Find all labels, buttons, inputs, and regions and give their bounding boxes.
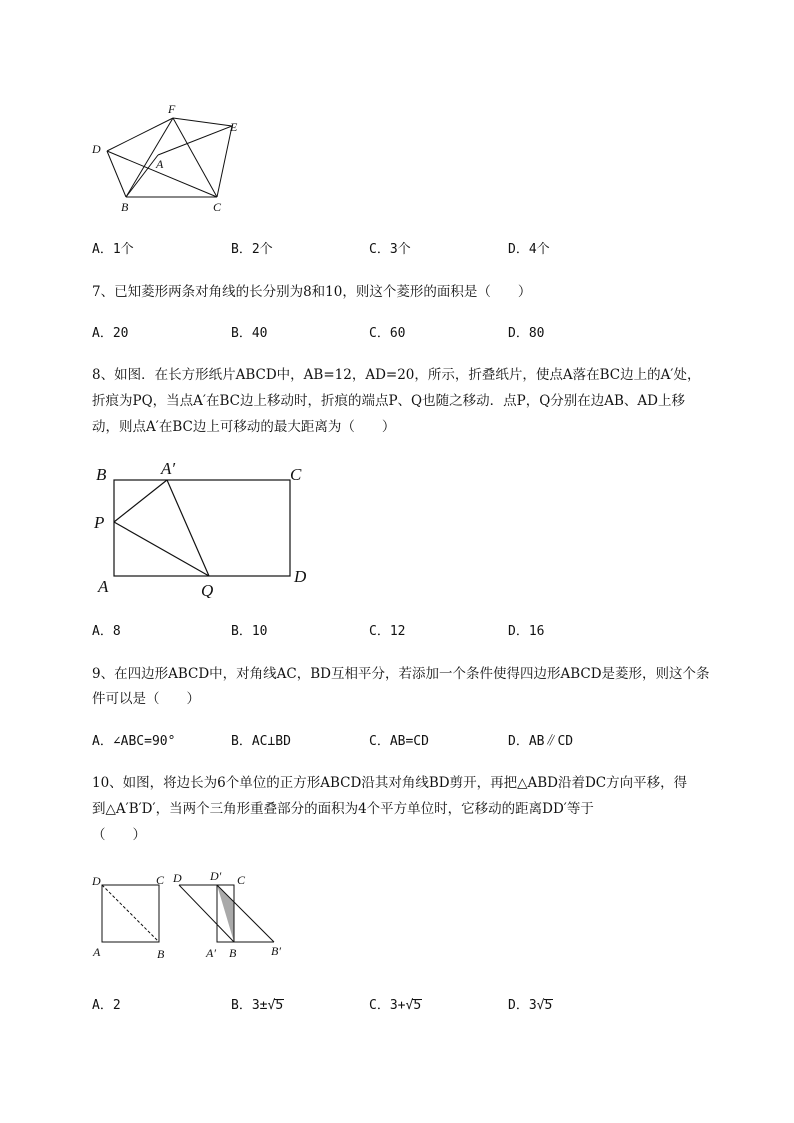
q8-option-c: C．12 — [369, 624, 406, 639]
q10-label-b-prime: B′ — [271, 944, 281, 958]
q8-line-a1q — [167, 480, 209, 576]
q10-option-d-text: D．3 — [508, 998, 537, 1013]
sqrt-symbol: √ 5 — [405, 998, 422, 1013]
q10-option-d — [508, 998, 552, 1014]
q6-figure — [86, 98, 256, 220]
q8-option-d: D．16 — [508, 624, 545, 639]
q6-option-a: A．1个 — [92, 242, 134, 257]
fig6-line-ce — [217, 126, 232, 197]
fig6-label-d: D — [92, 142, 101, 156]
q8-line-1: 8、如图．在长方形纸片ABCD中，AB=12，AD=20，所示，折叠纸片，使点A落在BC边上的A′处， — [92, 367, 701, 383]
q10-option-c — [369, 998, 421, 1014]
q8-rect-outline — [114, 480, 290, 576]
fig6-label-e: E — [230, 120, 238, 134]
fig6-line-fe — [173, 118, 232, 126]
q10-option-a-text: A．2 — [92, 998, 121, 1013]
q8-label-a: A — [98, 577, 109, 596]
q8-line-2: 折痕为PQ，当点A′在BC边上移动时，折痕的端点P、Q也随之移动．点P，Q分别在边AB、AD上移 — [92, 393, 686, 409]
q10-figure — [88, 866, 298, 964]
q8-label-d: D — [294, 567, 307, 586]
fig6-line-fc — [173, 118, 217, 197]
q8-line-pq — [114, 522, 209, 576]
fig6-label-a: A — [156, 157, 164, 171]
q6-option-d: D．4个 — [508, 242, 550, 257]
q10-option-b-text: B．3± — [231, 998, 268, 1013]
fig6-line-ea — [158, 126, 232, 155]
q7-option-c: C．60 — [369, 326, 406, 341]
q10-option-d-radicand: 5 — [544, 998, 553, 1013]
q10-label-d-prime: D′ — [210, 869, 222, 883]
q10-label-b-right: B — [229, 946, 237, 960]
q8-label-b: B — [96, 465, 107, 484]
q7-option-a: A．20 — [92, 326, 129, 341]
q9-option-d: D．AB∥CD — [508, 734, 574, 749]
q8-label-q: Q — [201, 581, 214, 598]
q10-line-1: 10、如图，将边长为6个单位的正方形ABCD沿其对角线BD剪开，再把△ABD沿着DC方向平移，得 — [92, 775, 688, 791]
q10-label-a-left: A — [93, 945, 101, 959]
sqrt-symbol: √ 5 — [536, 998, 553, 1013]
q8-figure — [88, 456, 318, 598]
q10-option-c-radicand: 5 — [413, 998, 422, 1013]
q10-label-c-right: C — [237, 873, 246, 887]
fig6-label-c: C — [213, 200, 222, 214]
q8-option-b: B．10 — [231, 624, 268, 639]
q10-line-2: 到△A′B′D′，当两个三角形重叠部分的面积为4个平方单位时，它移动的距离DD′等于 — [92, 801, 594, 817]
q10-label-d-right: D — [173, 871, 182, 885]
q10-line-3: （ ） — [92, 827, 146, 843]
q10-option-c-text: C．3+ — [369, 998, 406, 1013]
q9-option-c: C．AB=CD — [369, 734, 429, 749]
fig6-label-f: F — [168, 102, 176, 116]
sqrt-symbol: √ 5 — [267, 998, 284, 1013]
q10-option-b — [231, 998, 283, 1014]
q9-line-1: 9、在四边形ABCD中，对角线AC，BD互相平分，若添加一个条件使得四边形ABCD是菱形，则这个条 — [92, 666, 710, 682]
fig6-label-b: B — [121, 200, 129, 214]
q10-label-d-left: D — [92, 874, 101, 888]
q8-label-a-prime: A′ — [161, 459, 176, 478]
q9-option-a: A．∠ABC=90° — [92, 734, 176, 749]
q9-option-b: B．AC⊥BD — [231, 734, 291, 749]
q10-label-a-prime: A′ — [206, 946, 216, 960]
q8-option-a: A．8 — [92, 624, 121, 639]
q6-option-c: C．3个 — [369, 242, 411, 257]
q7-option-b: B．40 — [231, 326, 268, 341]
q9-line-2: 件可以是（ ） — [92, 691, 200, 707]
q10-label-c-left: C — [156, 873, 165, 887]
q6-option-b: B．2个 — [231, 242, 273, 257]
q8-line-3: 动，则点A′在BC边上可移动的最大距离为（ ） — [92, 419, 396, 435]
q10-label-b-left: B — [157, 947, 165, 961]
q8-label-c: C — [290, 465, 302, 484]
q10-diagonal-bd — [102, 885, 159, 942]
q10-option-b-radicand: 5 — [275, 998, 284, 1013]
q7-text: 7、已知菱形两条对角线的长分别为8和10，则这个菱形的面积是（ ） — [92, 284, 532, 300]
q10-option-a — [92, 998, 121, 1014]
q8-label-p: P — [94, 513, 105, 532]
q8-line-pa1 — [114, 480, 167, 522]
q7-option-d: D．80 — [508, 326, 545, 341]
